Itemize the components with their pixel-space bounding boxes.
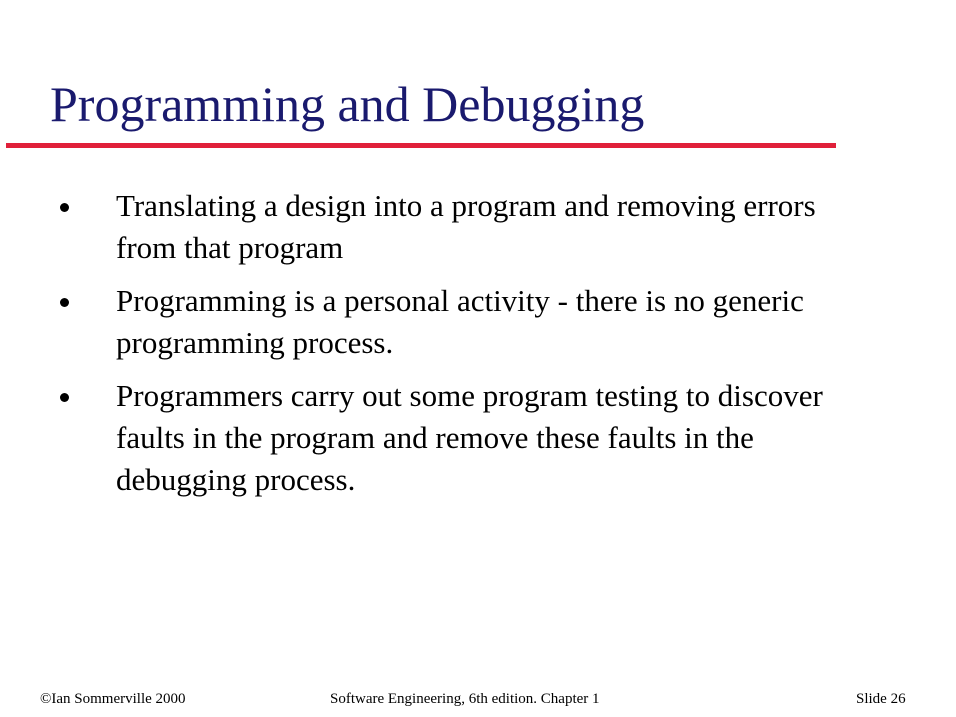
bullet-item [60, 375, 880, 501]
slide-title: Programming and Debugging [50, 76, 645, 132]
footer-book-title: Software Engineering, 6th edition. Chapter 1 [330, 691, 600, 707]
bullet-list [60, 185, 880, 512]
footer-copyright: ©Ian Sommerville 2000 [40, 691, 186, 707]
bullet-item [60, 185, 880, 269]
footer-slide-number: Slide 26 [856, 691, 906, 707]
title-underline [6, 143, 836, 148]
bullet-text: Translating a design into a program and removing errors from that program [116, 188, 816, 265]
bullet-text: Programmers carry out some program testing to discover faults in the program and remove these faults in the debugging process. [116, 378, 823, 497]
bullet-text: Programming is a personal activity - there is no generic programming process. [116, 283, 804, 360]
bullet-dot-icon [60, 203, 69, 212]
bullet-item [60, 280, 880, 364]
bullet-dot-icon [60, 393, 69, 402]
bullet-dot-icon [60, 298, 69, 307]
